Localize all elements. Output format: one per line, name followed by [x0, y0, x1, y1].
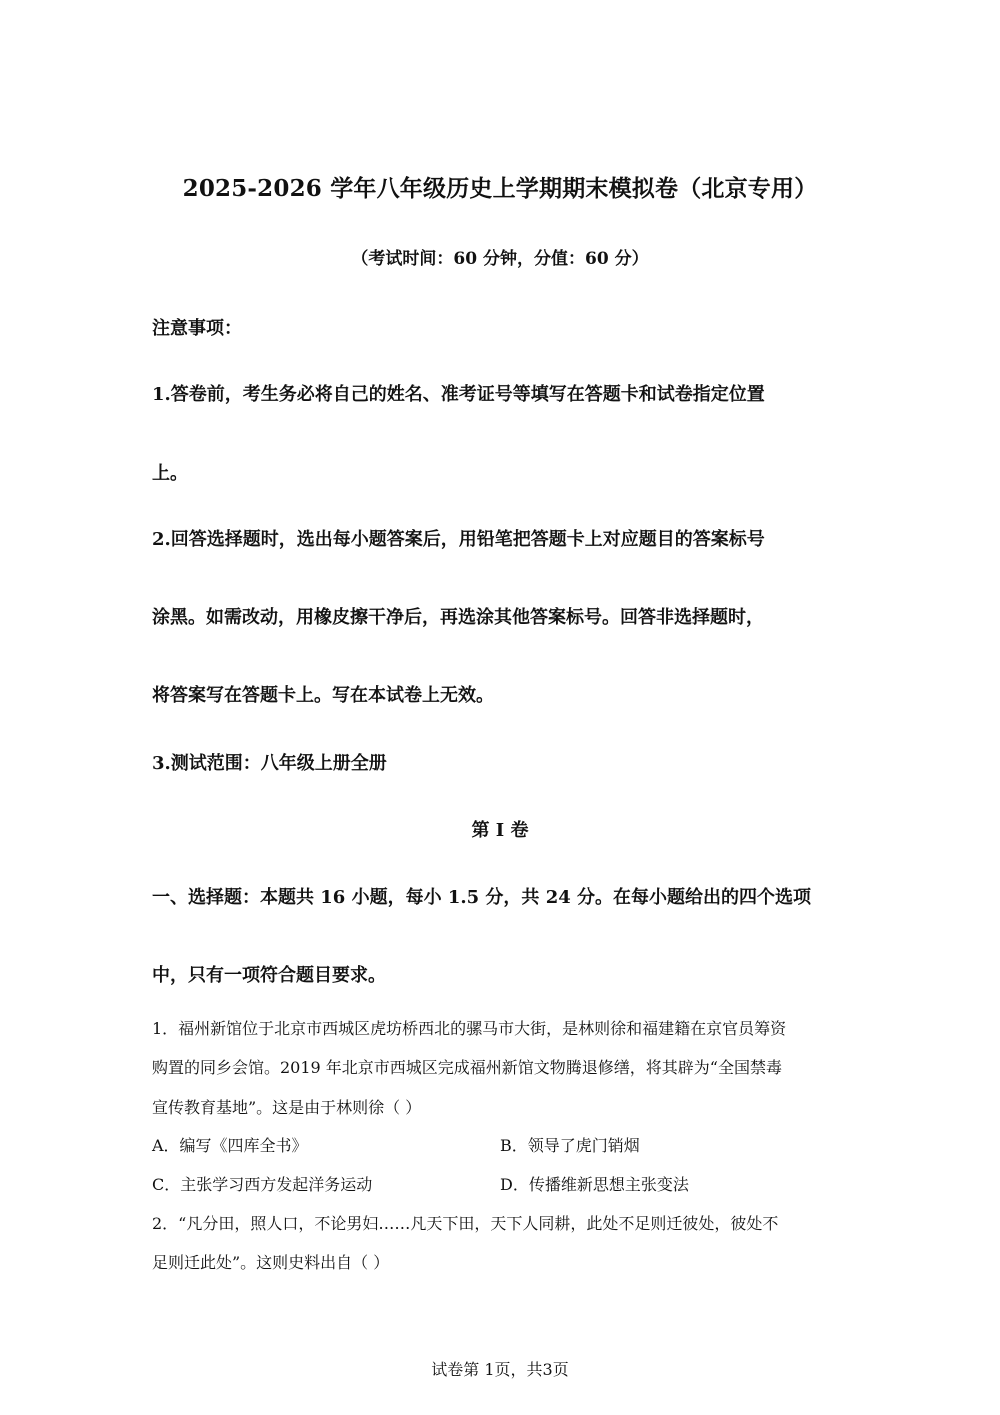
- question-text-line: 宣传教育基地”。这是由于林则徐（ ）: [152, 1098, 422, 1117]
- option-d: D．传播维新思想主张变法: [500, 1175, 689, 1194]
- notice-line: 2.回答选择题时，选出每小题答案后，用铅笔把答题卡上对应题目的答案标号: [152, 529, 765, 550]
- notice-line: 3.测试范围：八年级上册全册: [152, 753, 387, 774]
- question-text-line: 1．福州新馆位于北京市西城区虎坊桥西北的骡马市大街，是林则徐和福建籍在京官员筹资: [152, 1019, 787, 1038]
- section-heading-line: 中，只有一项符合题目要求。: [152, 965, 386, 986]
- notice-line: 上。: [152, 463, 188, 484]
- notice-line: 涂黑。如需改动，用橡皮擦干净后，再选涂其他答案标号。回答非选择题时，: [152, 607, 764, 628]
- option-b: B．领导了虎门销烟: [500, 1136, 640, 1155]
- notice-line: 1.答卷前，考生务必将自己的姓名、准考证号等填写在答题卡和试卷指定位置: [152, 384, 765, 405]
- exam-subtitle: （考试时间：60 分钟，分值：60 分）: [351, 249, 649, 269]
- question-text-line: 2．“凡分田，照人口，不论男妇……凡天下田，天下人同耕，此处不足则迁彼处，彼处不: [152, 1214, 779, 1233]
- question-text-line: 购置的同乡会馆。2019 年北京市西城区完成福州新馆文物腾退修缮，将其辟为“全国禁毒: [152, 1058, 782, 1077]
- volume-label: 第 I 卷: [471, 820, 529, 841]
- notice-line: 将答案写在答题卡上。写在本试卷上无效。: [152, 685, 494, 706]
- option-c: C．主张学习西方发起洋务运动: [152, 1175, 373, 1194]
- option-a: A．编写《四库全书》: [152, 1136, 308, 1155]
- notice-heading: 注意事项：: [152, 318, 242, 339]
- question-text-line: 足则迁此处”。这则史料出自（ ）: [152, 1253, 390, 1272]
- exam-title: 2025-2026 学年八年级历史上学期期末模拟卷（北京专用）: [182, 175, 818, 202]
- section-heading-line: 一、选择题：本题共 16 小题，每小 1.5 分，共 24 分。在每小题给出的四个选项: [152, 887, 812, 908]
- page-footer: 试卷第 1页，共3页: [431, 1360, 569, 1379]
